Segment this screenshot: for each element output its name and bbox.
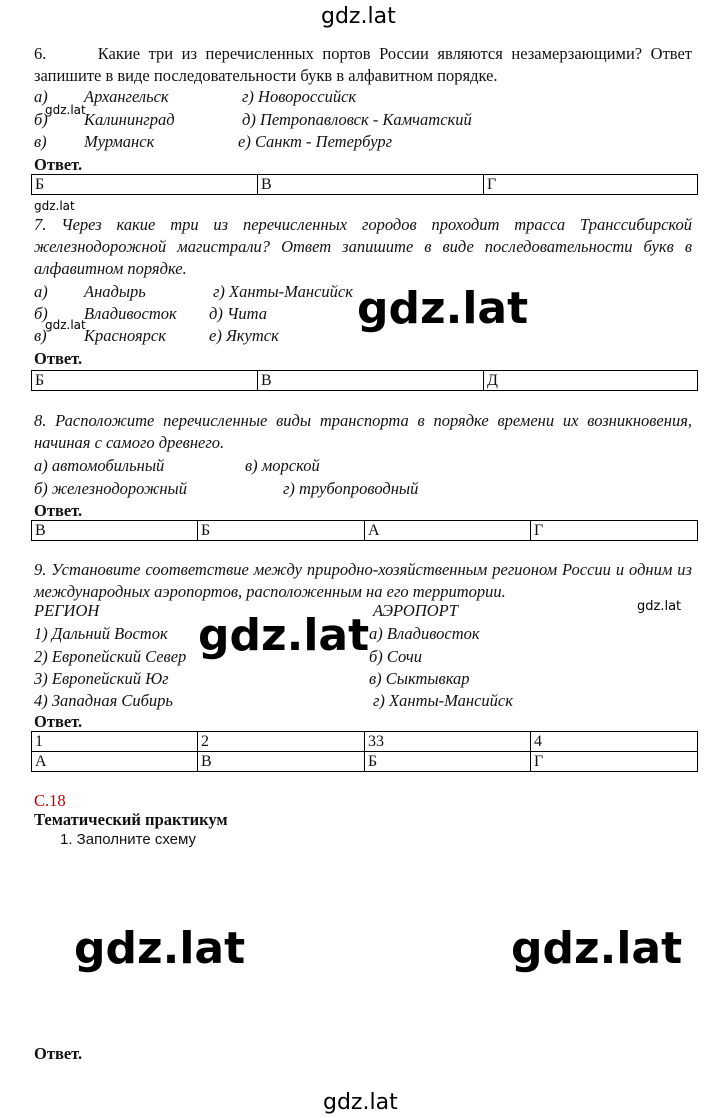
- watermark-top: gdz.lat: [321, 4, 396, 29]
- question-6-text: [34, 43, 692, 87]
- q7-option-g: г) Ханты-Мансийск: [213, 282, 353, 301]
- q6-answer-cell: Г: [484, 175, 698, 195]
- q9-region-3: 3) Европейский Юг: [34, 669, 169, 688]
- table-row: [32, 521, 698, 541]
- q9-answer-cell: Б: [365, 752, 531, 772]
- watermark-bottom: gdz.lat: [323, 1090, 398, 1115]
- table-row: [32, 371, 698, 391]
- question-7-text: 7. Через какие три из перечисленных городов проходит трасса Транссибирской железнодорожной магистрали? Ответ запишите в виде последовательности букв в алфавитном порядке.: [34, 215, 692, 278]
- q9-region-1: 1) Дальний Восток: [34, 624, 168, 643]
- q8-answer-label: Ответ.: [34, 501, 83, 520]
- q7-option-d: д) Чита: [209, 304, 267, 323]
- q7-answer-cell: Д: [484, 371, 698, 391]
- q8-answer-table: [31, 520, 698, 541]
- question-6-body: Какие три из перечисленных портов России являются незамерзающими? Ответ запишите в виде последовательности букв в алфавитном порядке.: [34, 44, 693, 85]
- q6-option-e: е) Санкт - Петербург: [238, 132, 393, 151]
- page-reference: С.18: [34, 791, 66, 810]
- watermark-small-3: gdz.lat: [45, 318, 86, 332]
- q9-answer-table: [31, 731, 698, 772]
- watermark-big-3: gdz.lat: [74, 923, 246, 974]
- q7-option-a-letter: а): [34, 282, 48, 301]
- q6-option-b-text: Калининград: [84, 110, 175, 129]
- q9-answer-cell: 33: [365, 732, 531, 752]
- watermark-small-4: gdz.lat: [637, 599, 682, 614]
- watermark-big-4: gdz.lat: [511, 923, 683, 974]
- q8-option-g: г) трубопроводный: [283, 479, 419, 498]
- q6-option-a-text: Архангельск: [84, 87, 169, 106]
- q9-answer-cell: В: [198, 752, 365, 772]
- q6-answer-label: Ответ.: [34, 155, 83, 174]
- q6-option-d: д) Петропавловск - Камчатский: [242, 110, 472, 129]
- q8-answer-cell: Г: [531, 521, 698, 541]
- watermark-big-1: gdz.lat: [357, 283, 529, 334]
- q7-option-b-letter: б): [34, 304, 48, 323]
- watermark-small-2: gdz.lat: [34, 199, 75, 213]
- q7-option-e: е) Якутск: [209, 326, 279, 345]
- q7-answer-cell: Б: [32, 371, 258, 391]
- q9-airport-b: б) Сочи: [369, 647, 422, 666]
- q9-answer-cell: Г: [531, 752, 698, 772]
- q6-option-g: г) Новороссийск: [242, 87, 357, 106]
- q8-answer-cell: В: [32, 521, 198, 541]
- q6-option-v-text: Мурманск: [84, 132, 155, 151]
- q9-airport-v: в) Сыктывкар: [369, 669, 470, 688]
- q9-answer-cell: 4: [531, 732, 698, 752]
- q9-region-2: 2) Европейский Север: [34, 647, 187, 666]
- q7-option-a-text: Анадырь: [84, 282, 146, 301]
- task-1: 1. Заполните схему: [60, 831, 196, 848]
- question-6-number: 6.: [34, 44, 47, 63]
- q7-option-b-text: Владивосток: [84, 304, 177, 323]
- q6-option-a-letter: а): [34, 87, 48, 106]
- q8-option-v: в) морской: [245, 456, 320, 475]
- table-row: [32, 752, 698, 772]
- q6-answer-cell: Б: [32, 175, 258, 195]
- q9-answer-cell: А: [32, 752, 198, 772]
- q7-option-v-text: Красноярск: [84, 326, 166, 345]
- q7-answer-cell: В: [258, 371, 484, 391]
- section-title: Тематический практикум: [34, 810, 228, 829]
- q9-answer-label: Ответ.: [34, 712, 83, 731]
- q8-answer-cell: А: [365, 521, 531, 541]
- watermark-small-1: gdz.lat: [45, 103, 86, 117]
- q9-airport-g: г) Ханты-Мансийск: [373, 691, 513, 710]
- q7-answer-table: [31, 370, 698, 391]
- q7-answer-label: Ответ.: [34, 349, 83, 368]
- q8-option-a: а) автомобильный: [34, 456, 165, 475]
- q6-option-b-letter: б): [34, 110, 48, 129]
- q6-option-v-letter: в): [34, 132, 47, 151]
- q9-airport-header: АЭРОПОРТ: [373, 601, 458, 620]
- q9-answer-cell: 1: [32, 732, 198, 752]
- q9-airport-a: а) Владивосток: [369, 624, 480, 643]
- final-answer-label: Ответ.: [34, 1044, 83, 1063]
- question-9-text: 9. Установите соответствие между природно-хозяйственным регионом России и одним из международных аэропортов, расположенным на его территории.: [34, 560, 692, 601]
- q6-answer-cell: В: [258, 175, 484, 195]
- question-8-text: 8. Расположите перечисленные виды транспорта в порядке времени их возникновения, начиная с самого древнего.: [34, 411, 692, 452]
- q9-region-header: РЕГИОН: [34, 601, 100, 620]
- q8-answer-cell: Б: [198, 521, 365, 541]
- q7-option-v-letter: в): [34, 326, 47, 345]
- q9-answer-cell: 2: [198, 732, 365, 752]
- table-row: [32, 732, 698, 752]
- watermark-big-2: gdz.lat: [198, 610, 370, 661]
- q9-region-4: 4) Западная Сибирь: [34, 691, 173, 710]
- q8-option-b: б) железнодорожный: [34, 479, 187, 498]
- q6-answer-table: [31, 174, 698, 195]
- table-row: [32, 175, 698, 195]
